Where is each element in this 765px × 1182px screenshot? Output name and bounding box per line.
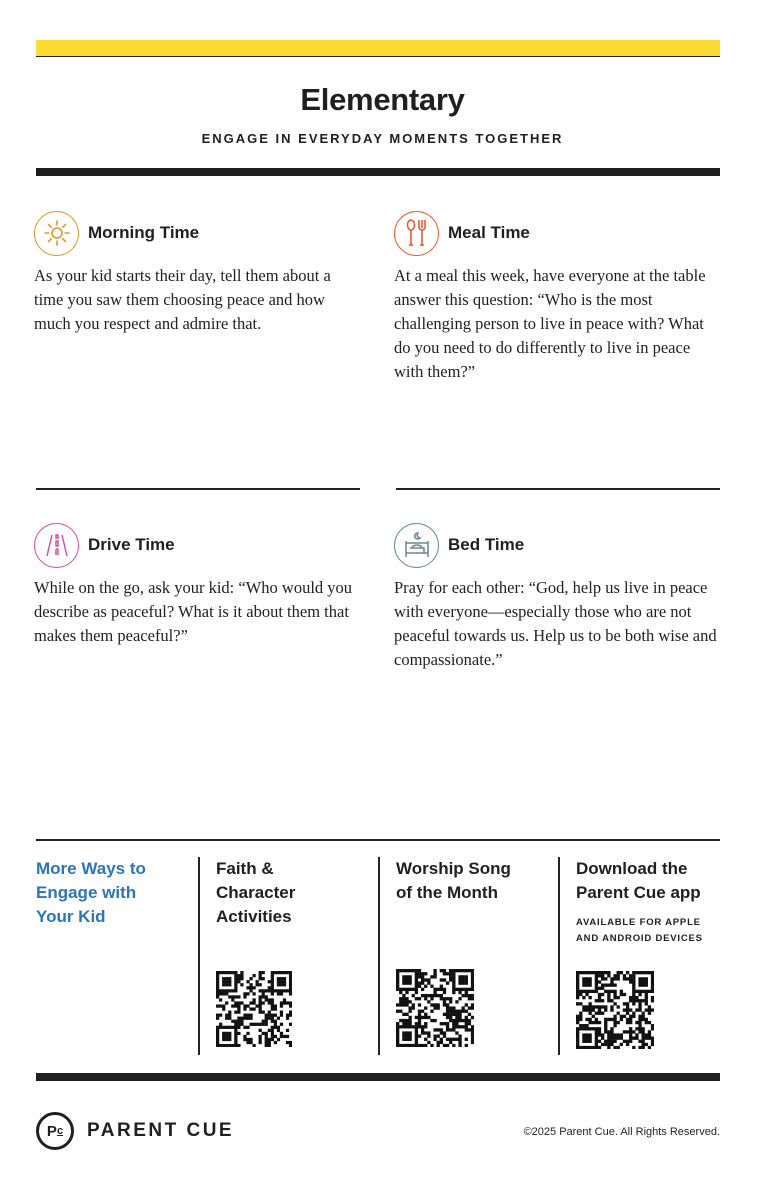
divider	[36, 839, 720, 841]
column-title: Faith & Character Activities	[216, 859, 296, 926]
column-title: Worship Song of the Month	[396, 859, 511, 902]
section-title: Drive Time	[88, 535, 175, 554]
parent-cue-logo	[36, 1112, 234, 1150]
bed-icon	[394, 523, 439, 568]
section-morning-time	[34, 210, 360, 336]
section-meal-time	[394, 210, 720, 384]
brand-name: PARENT CUE	[87, 1120, 235, 1141]
divider	[558, 857, 560, 1055]
section-body: As your kid starts their day, tell them about a time you saw them choosing peace and how much you respect and admire that.	[34, 266, 331, 333]
page-subtitle: ENGAGE IN EVERYDAY MOMENTS TOGETHER	[201, 131, 564, 146]
section-drive-time	[34, 522, 360, 648]
divider	[396, 488, 720, 490]
more-ways-text: More Ways to Engage with Your Kid	[36, 859, 146, 926]
yellow-header-bar	[36, 40, 720, 57]
divider	[198, 857, 200, 1055]
qr-code[interactable]	[576, 971, 654, 1049]
section-bed-time	[394, 522, 720, 672]
section-title: Meal Time	[448, 223, 530, 242]
qr-code[interactable]	[396, 969, 474, 1047]
app-availability: AVAILABLE FOR APPLE AND ANDROID DEVICES	[576, 917, 703, 944]
faith-character-activities[interactable]	[216, 857, 378, 1055]
copyright: ©2025 Parent Cue. All Rights Reserved.	[523, 1126, 720, 1138]
logo-mark: P c	[36, 1112, 74, 1150]
worship-song[interactable]	[396, 857, 558, 1055]
section-title: Morning Time	[88, 223, 200, 242]
divider	[36, 168, 720, 176]
divider	[36, 488, 360, 490]
qr-code[interactable]	[216, 971, 292, 1047]
sun-icon	[34, 211, 79, 256]
page-title: Elementary	[300, 82, 465, 117]
utensils-icon	[394, 211, 439, 256]
section-body: While on the go, ask your kid: “Who would you describe as peaceful? What is it about them that makes them peaceful?”	[34, 578, 353, 645]
section-body: At a meal this week, have everyone at the table answer this question: “Who is the most challenging person to live in peace with? What do you need to do differently to live in peace with them?”	[394, 266, 706, 381]
column-title: Download the Parent Cue app	[576, 859, 701, 902]
section-body: Pray for each other: “God, help us live in peace with everyone—especially those who are not peaceful towards us. Help us to be both wise and compassionate.”	[394, 578, 717, 669]
divider	[378, 857, 380, 1055]
download-app[interactable]	[576, 857, 726, 1055]
more-ways-heading	[36, 857, 198, 1055]
section-title: Bed Time	[448, 535, 525, 554]
divider	[36, 1073, 720, 1081]
road-icon	[34, 523, 79, 568]
